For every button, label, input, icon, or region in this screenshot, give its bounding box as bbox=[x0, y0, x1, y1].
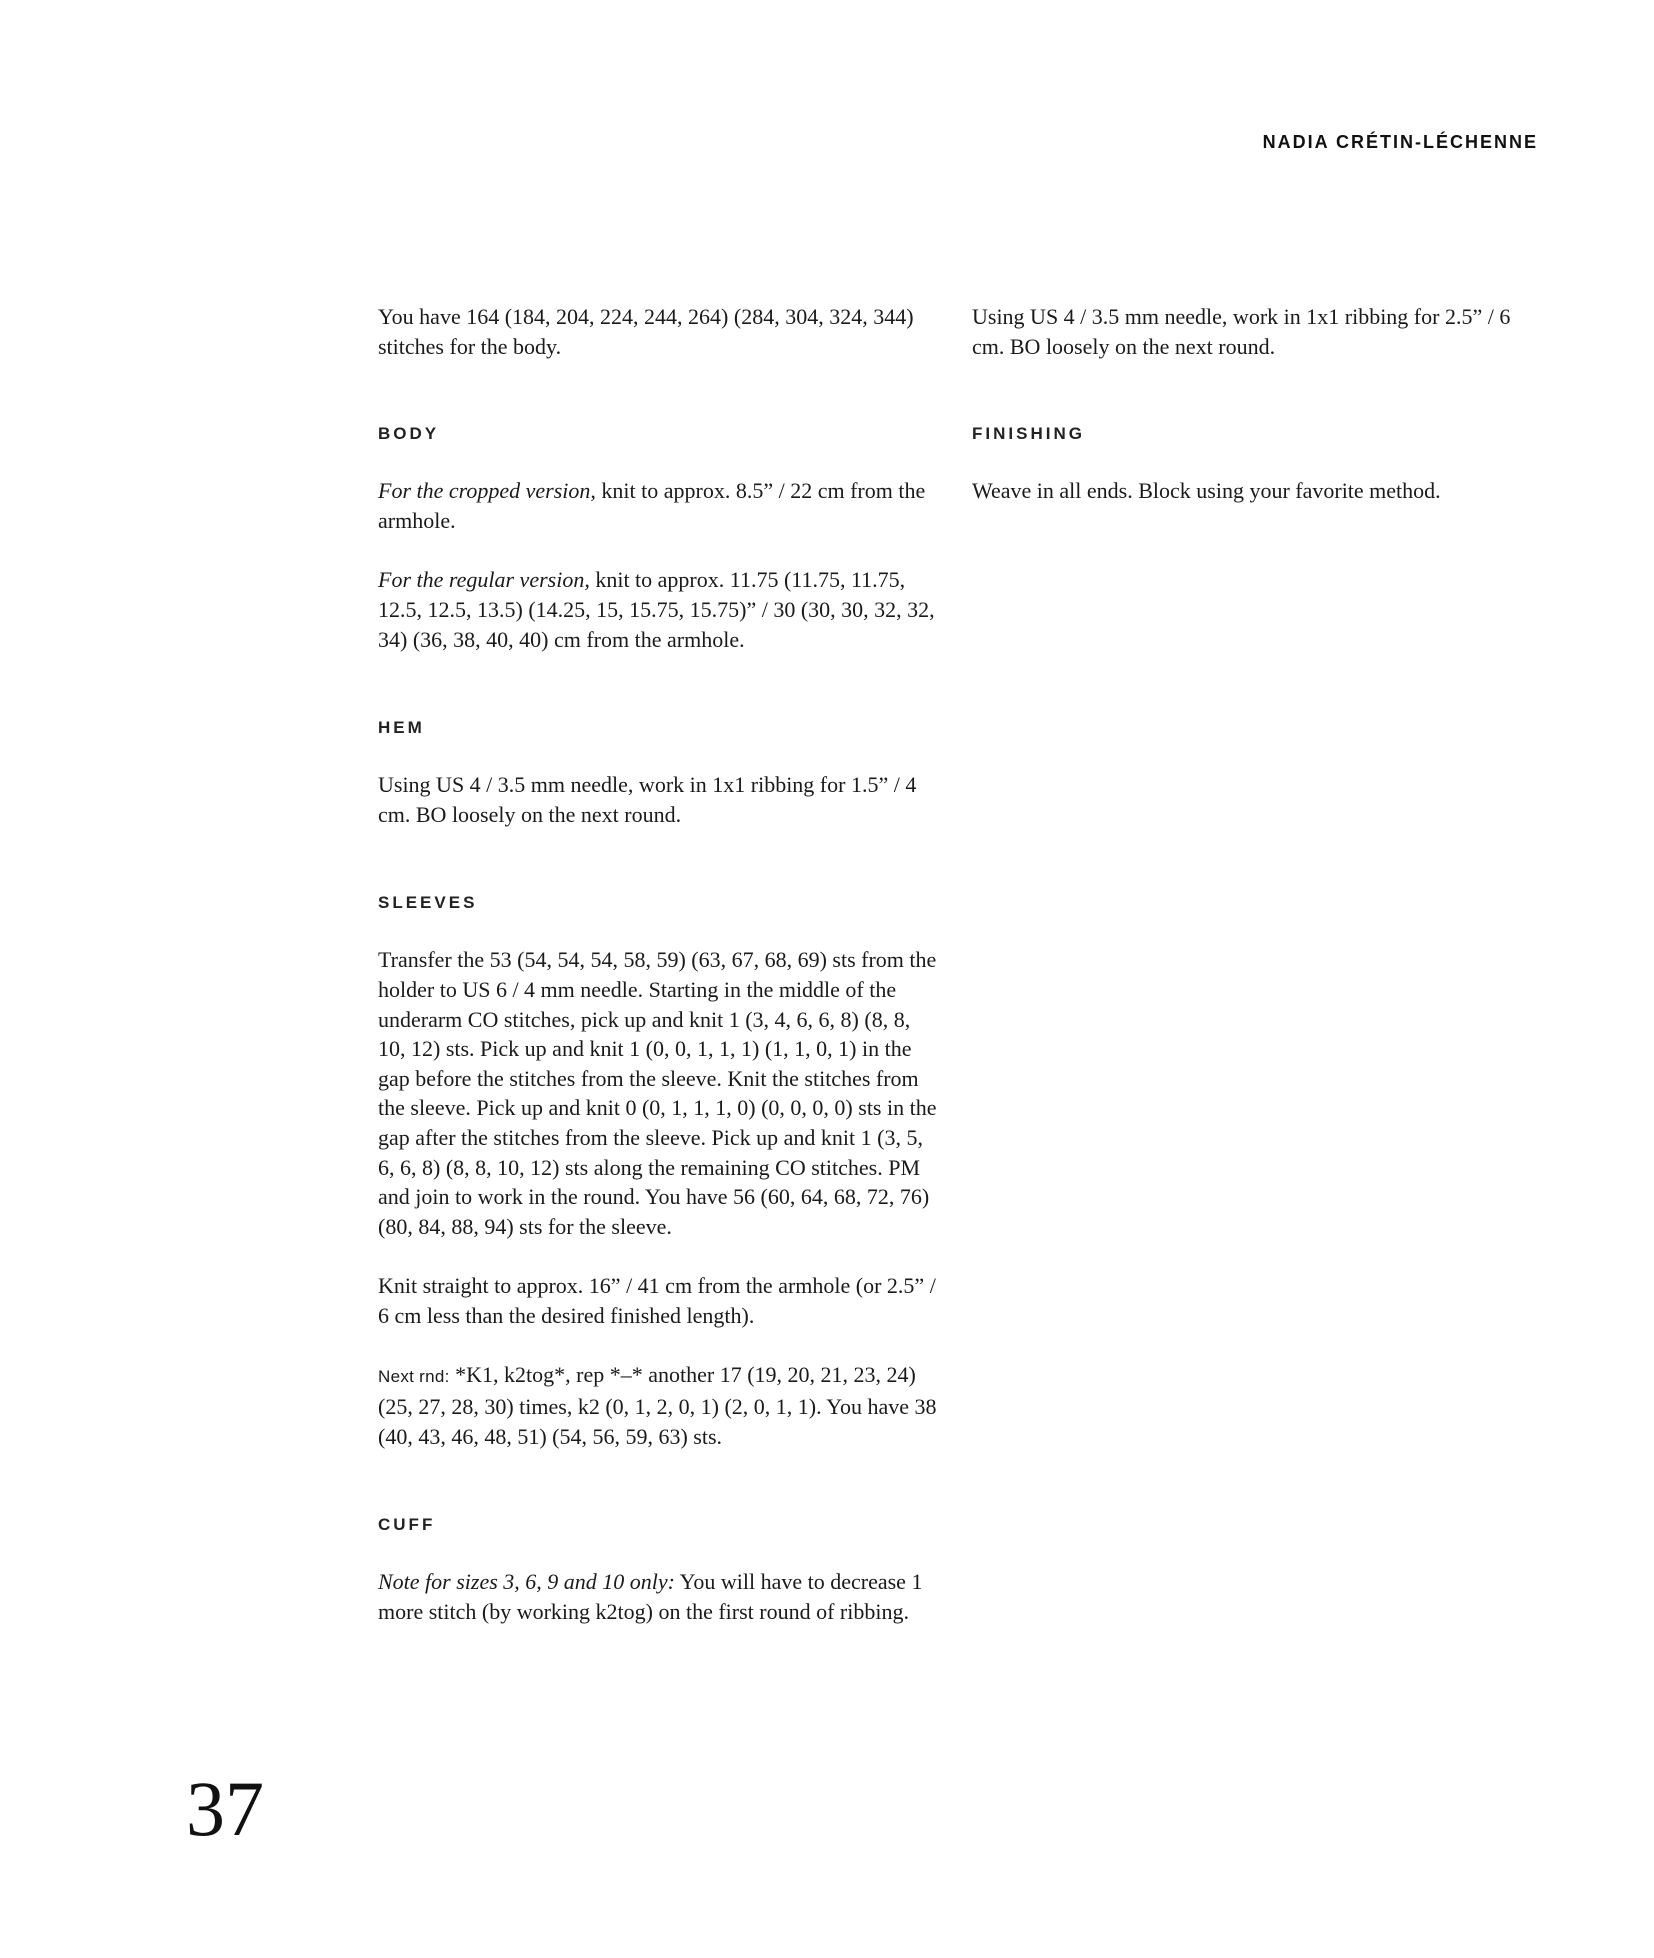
next-round-label: Next rnd: bbox=[378, 1367, 450, 1387]
sleeves-pickup-paragraph: Transfer the 53 (54, 54, 54, 58, 59) (63, 67, 68, 69) sts from the holder to US 6 / 4 mm needle. Starting in the middle of the underarm CO stitches, pick up and knit 1 (3, 4, 6, 6, 8) (8, 8, 10, 12) sts. Pick up and knit 1 (0, 0, 1, 1, 1) (1, 1, 0, 1) in the gap before the stitches from the sleeve. Knit the stitches from the sleeve. Pick up and knit 0 (0, 1, 1, 1, 0) (0, 0, 0, 0) sts in the gap after the stitches from the sleeve. Pick up and knit 1 (3, 5, 6, 6, 8) (8, 8, 10, 12) sts along the remaining CO stitches. PM and join to work in the round. You have 56 (60, 64, 68, 72, 76) (80, 84, 88, 94) sts for the sleeve. bbox=[378, 947, 937, 1239]
sleeves-length-paragraph: Knit straight to approx. 16” / 41 cm from the armhole (or 2.5” / 6 cm less than the desired finished length). bbox=[378, 1273, 936, 1328]
cuff-note-text: You will have to decrease 1 more stitch (by working k2tog) on the first round of ribbing. bbox=[378, 1569, 923, 1624]
cuff-note-paragraph bbox=[378, 1567, 938, 1626]
running-header-author: NADIA CRÉTIN-LÉCHENNE bbox=[1262, 132, 1538, 152]
body-cropped-paragraph bbox=[378, 476, 938, 535]
page-number: 37 bbox=[186, 1765, 264, 1852]
cuff-note-lead: Note for sizes 3, 6, 9 and 10 only: bbox=[378, 1569, 675, 1595]
sleeves-next-round-paragraph bbox=[378, 1360, 938, 1451]
next-round-text: *K1, k2tog*, rep *–* another 17 (19, 20, 21, 23, 24) (25, 27, 28, 30) times, k2 (0, 1, 2, 0, 1) (2, 0, 1, 1). You have 38 (40, 43, 46, 48, 51) (54, 56, 59, 63) sts. bbox=[378, 1362, 937, 1449]
section-heading-cuff: CUFF bbox=[378, 1515, 436, 1535]
finishing-paragraph: Weave in all ends. Block using your favorite method. bbox=[972, 478, 1441, 504]
section-heading-finishing: FINISHING bbox=[972, 424, 1085, 444]
right-column bbox=[972, 302, 1532, 506]
cropped-version-lead: For the cropped version, bbox=[378, 478, 596, 504]
body-stitch-count-paragraph: You have 164 (184, 204, 224, 244, 264) (284, 304, 324, 344) stitches for the body. bbox=[378, 304, 914, 359]
section-heading-body: BODY bbox=[378, 424, 440, 444]
body-regular-paragraph bbox=[378, 565, 938, 654]
section-heading-sleeves: SLEEVES bbox=[378, 893, 478, 913]
regular-version-lead: For the regular version, bbox=[378, 567, 590, 593]
regular-version-text: knit to approx. 11.75 (11.75, 11.75, 12.5, 12.5, 13.5) (14.25, 15, 15.75, 15.75)” / 30 (30, 30, 32, 32, 34) (36, 38, 40, 40) cm from the armhole. bbox=[378, 567, 935, 652]
cuff-ribbing-paragraph: Using US 4 / 3.5 mm needle, work in 1x1 ribbing for 2.5” / 6 cm. BO loosely on the next round. bbox=[972, 304, 1511, 359]
left-column bbox=[378, 302, 938, 1626]
hem-paragraph: Using US 4 / 3.5 mm needle, work in 1x1 ribbing for 1.5” / 4 cm. BO loosely on the next round. bbox=[378, 772, 917, 827]
section-heading-hem: HEM bbox=[378, 718, 425, 738]
cropped-version-text: knit to approx. 8.5” / 22 cm from the armhole. bbox=[378, 478, 926, 533]
